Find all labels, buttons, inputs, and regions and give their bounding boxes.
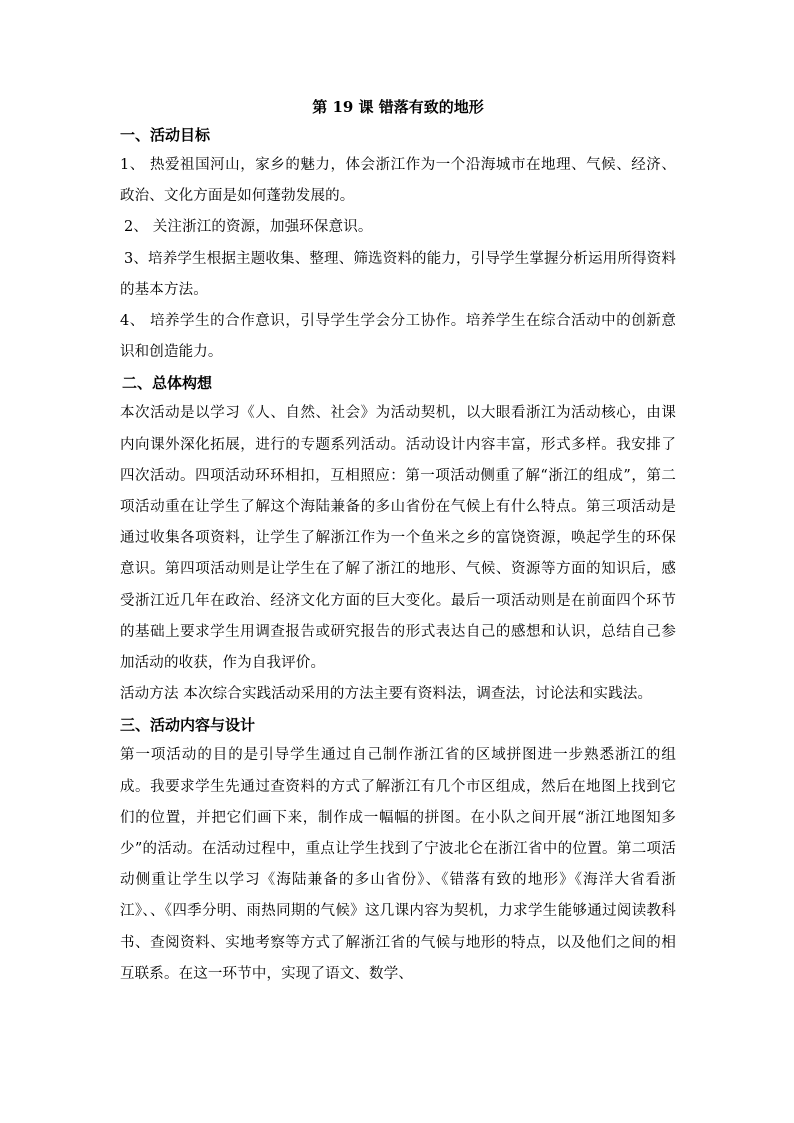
section-goals [120,120,676,368]
goal-item-2: 2、 关注浙江的资源，加强环保意识。 [124,219,373,236]
section-heading-concept: 二、总体构想 [122,374,213,393]
goal-item-3: 3、培养学生根据主题收集、整理、筛选资料的能力，引导学生掌握分析运用所得资料的基本方法。 [120,250,676,298]
section-concept [120,368,676,710]
goal-item-1: 1、 热爱祖国河山，家乡的魅力，体会浙江作为一个沿海城市在地理、气候、经济、政治、文化方面是如何蓬勃发展的。 [120,157,676,205]
section-heading-goals: 一、活动目标 [120,126,211,144]
activity-method-paragraph: 活动方法 本次综合实践活动采用的方法主要有资料法，调查法，讨论法和实践法。 [120,686,653,703]
goal-item-4: 4、 培养学生的合作意识，引导学生学会分工协作。培养学生在综合活动中的创新意识和创造能力。 [120,313,676,361]
section-design [120,710,676,990]
concept-paragraph: 本次活动是以学习《人、自然、社会》为活动契机，以大眼看浙江为活动核心，由课内向课外深化拓展，进行的专题系列活动。活动设计内容丰富，形式多样。我安排了四次活动。四项活动环环相扣，互相照应：第一项活动侧重了解“浙江的组成”，第二项活动重在让学生了解这个海陆兼备的多山省份在气候上有什么特点。第三项活动是通过收集各项资料，让学生了解浙江作为一个鱼米之乡的富饶资源，唤起学生的环保意识。第四项活动则是让学生在了解了浙江的地形、气候、资源等方面的知识后，感受浙江近几年在政治、经济文化方面的巨大变化。最后一项活动则是在前面四个环节的基础上要求学生用调查报告或研究报告的形式表达自己的感想和认识，总结自己参加活动的收获，作为自我评价。 [120,405,676,672]
document-title: 第 19 课 错落有致的地形 [312,98,484,116]
section-heading-design: 三、活动内容与设计 [120,716,256,735]
document-page [120,94,676,990]
design-paragraph: 第一项活动的目的是引导学生通过自己制作浙江省的区域拼图进一步熟悉浙江的组成。我要求学生先通过查资料的方式了解浙江有几个市区组成，然后在地图上找到它们的位置，并把它们画下来，制作成一幅幅的拼图。在小队之间开展“浙江地图知多少”的活动。在活动过程中，重点让学生找到了宁波北仑在浙江省中的位置。第二项活动侧重让学生以学习《海陆兼备的多山省份》、《错落有致的地形》《海洋大省看浙江》、、《四季分明、雨热同期的气候》这几课内容为契机，力求学生能够通过阅读教科书、查阅资料、实地考察等方式了解浙江省的气候与地形的特点，以及他们之间的相互联系。在这一环节中，实现了语文、数学、 [120,747,676,982]
